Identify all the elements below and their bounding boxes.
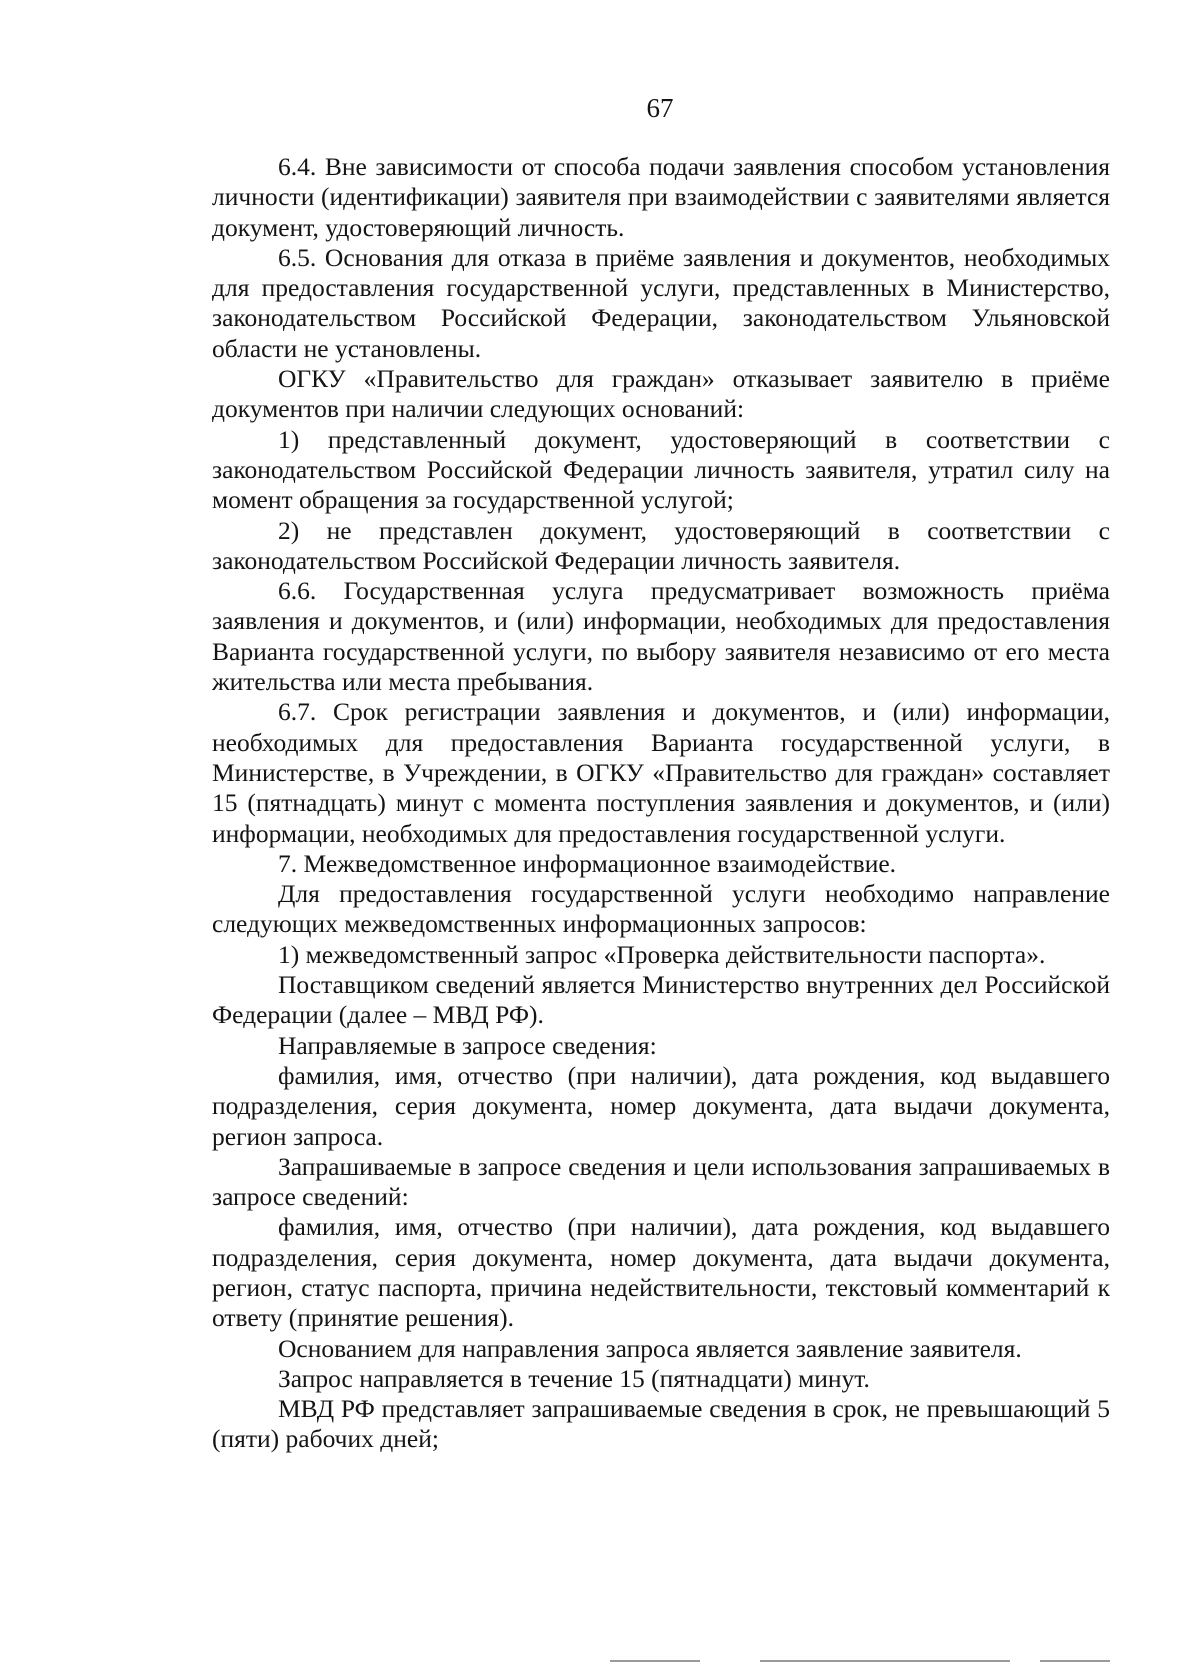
footer-scan-line xyxy=(1040,1660,1110,1662)
paragraph-data-provider: Поставщиком сведений является Министерство внутренних дел Российской Федерации (далее – МВД РФ). xyxy=(212,970,1110,1030)
page-number: 67 xyxy=(646,93,674,123)
paragraph-6-5: 6.5. Основания для отказа в приёме заявления и документов, необходимых для предоставления государственной услуги, представленных в Министерство, законодательством Российской Федерации, законодательством Ульяновской области не установлены. xyxy=(212,242,1110,363)
paragraph-requested-data-label: Запрашиваемые в запросе сведения и цели использования запрашиваемых в запросе сведений: xyxy=(212,1151,1110,1212)
paragraph-sent-data-fields: фамилия, имя, отчество (при наличии), дата рождения, код выдавшего подразделения, серия документа, номер документа, дата выдачи документа, регион запроса. xyxy=(212,1060,1110,1151)
paragraph-interagency-requests: Для предоставления государственной услуги необходимо направление следующих межведомственных информационных запросов: xyxy=(212,879,1110,939)
document-body xyxy=(212,152,1110,1455)
paragraph-request-timing: Запрос направляется в течение 15 (пятнадцати) минут. xyxy=(278,1363,870,1393)
paragraph-sent-data-label: Направляемые в запросе сведения: xyxy=(278,1030,657,1060)
paragraph-6-6: 6.6. Государственная услуга предусматривает возможность приёма заявления и документов, и (или) информации, необходимых для предоставления Варианта государственной услуги, по выбору заявителя независимо от его места жительства или места пребывания. xyxy=(212,576,1110,697)
list-item-passport-check: 1) межведомственный запрос «Проверка действительности паспорта». xyxy=(278,939,1046,969)
footer-scan-line xyxy=(610,1660,700,1662)
paragraph-requested-data-fields: фамилия, имя, отчество (при наличии), дата рождения, код выдавшего подразделения, серия документа, номер документа, дата выдачи документа, регион, статус паспорта, причина недействительности, текстовый комментарий к ответу (принятие решения). xyxy=(212,1212,1110,1333)
paragraph-6-7: 6.7. Срок регистрации заявления и документов, и (или) информации, необходимых для предоставления Варианта государственной услуги, в Министерстве, в Учреждении, в ОГКУ «Правительство для граждан» составляет 15 (пятнадцать) минут с момента поступления заявления и документов, и (или) информации, необходимых для предоставления государственной услуги. xyxy=(212,697,1110,848)
footer-scan-line xyxy=(760,1660,1010,1662)
paragraph-response-timing: МВД РФ представляет запрашиваемые сведения в срок, не превышающий 5 (пяти) рабочих дней; xyxy=(212,1394,1110,1454)
section-7-heading: 7. Межведомственное информационное взаимодействие. xyxy=(278,848,897,878)
list-item-1-expired-document: 1) представленный документ, удостоверяющий в соответствии с законодательством Российской Федерации личность заявителя, утратил силу на момент обращения за государственной услугой; xyxy=(212,424,1110,515)
list-item-2-missing-document: 2) не представлен документ, удостоверяющий в соответствии с законодательством Российской Федерации личность заявителя. xyxy=(212,515,1110,575)
paragraph-request-basis: Основанием для направления запроса является заявление заявителя. xyxy=(278,1333,1022,1363)
paragraph-6-4: 6.4. Вне зависимости от способа подачи заявления способом установления личности (идентификации) заявителя при взаимодействии с заявителями является документ, удостоверяющий личность. xyxy=(212,152,1110,242)
paragraph-ogku-refusal: ОГКУ «Правительство для граждан» отказывает заявителю в приёме документов при наличии следующих оснований: xyxy=(212,364,1110,424)
